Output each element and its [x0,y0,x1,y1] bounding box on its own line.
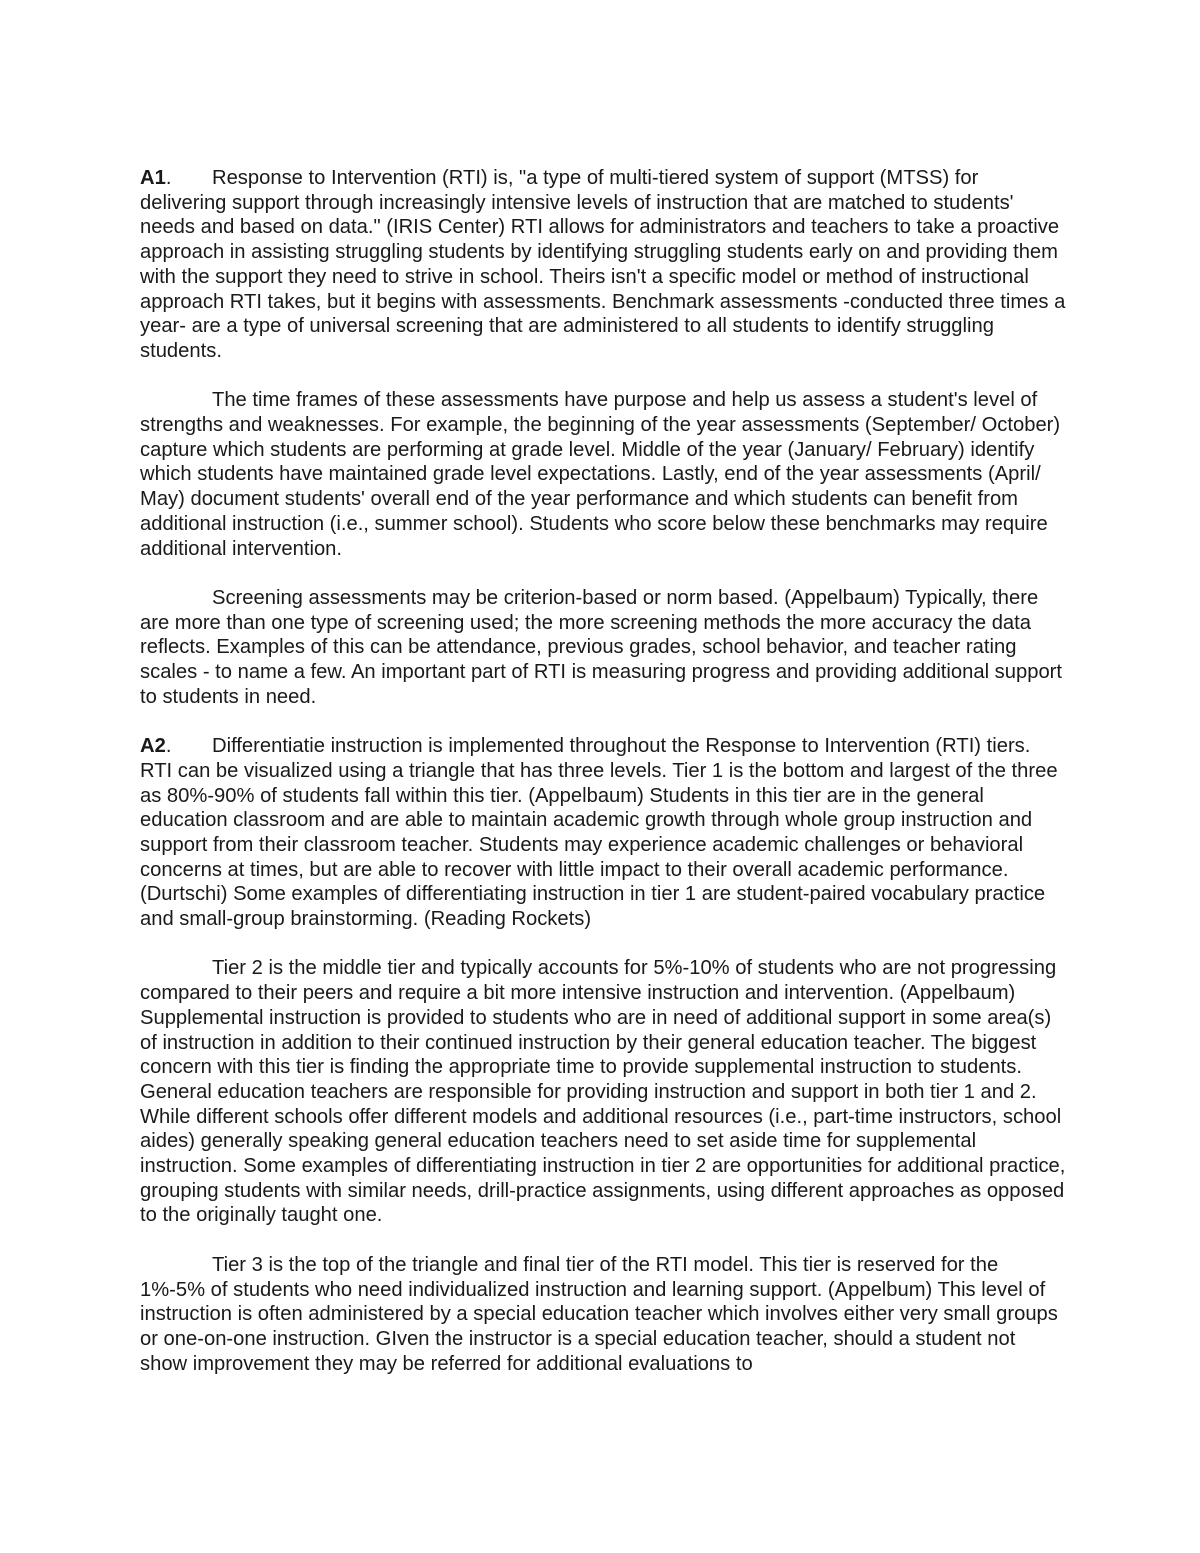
section-label-a2: A2. [140,735,172,758]
section-label-a1: A1. [140,167,172,189]
section-a2-paragraph-3: Tier 3 is the top of the triangle and final tier of the RTI model. This tier is reserved for the 1%-5% of students who need individualized instruction and learning support. (Appelbum) This level of instruction is often administered by a special education teacher which involves either very small groups or one-on-one instruction. GIven the instructor is a special education teacher, should a student not show improvement they may be referred for additional evaluations to [140,1253,1058,1375]
section-a1-paragraph-2: The time frames of these assessments have purpose and help us assess a student's level of strengths and weaknesses. For example, the beginning of the year assessments (September/ October) capture which students are performing at grade level. Middle of the year (January/ February) identify which students have maintained grade level expectations. Lastly, end of the year assessments (April/ May) document students' overall end of the year performance and which students can benefit from additional instruction (i.e., summer school). Students who score below these benchmarks may require additional intervention. [140,389,1061,560]
section-a2-paragraph-2: Tier 2 is the middle tier and typically accounts for 5%-10% of students who are not progressing compared to their peers and require a bit more intensive instruction and intervention. (Appelbaum) Supplemental instruction is provided to students who are in need of additional support in some area(s) of instruction in addition to their continued instruction by their general education teacher. The biggest concern with this tier is finding the appropriate time to provide supplemental instruction to students. General education teachers are responsible for providing instruction and support in both tier 1 and 2. While different schools offer different models and additional resources (i.e., part-time instructors, school aides) generally speaking general education teachers need to set aside time for supplemental instruction. Some examples of differentiating instruction in tier 2 are opportunities for additional practice, grouping students with similar needs, drill-practice assignments, using different approaches as opposed to the originally taught one. [140,957,1066,1227]
paragraph-text: Response to Intervention (RTI) is, "a type of multi-tiered system of support (MTSS) for delivering support through increasingly intensive levels of instruction that are matched to students' needs and based on data." (IRIS Center) RTI allows for administrators and teachers to take a proactive approach in assisting struggling students by identifying struggling students early on and providing them with the support they need to strive in school. Theirs isn't a specific model or method of instructional approach RTI takes, but it begins with assessments. Benchmark assessments -conducted three times a year- are a type of universal screening that are administered to all students to identify struggling students. [140,167,1066,362]
paragraph-text: Differentiatie instruction is implemented throughout the Response to Intervention (RTI) tiers. RTI can be visualized using a triangle that has three levels. Tier 1 is the bottom and largest of the three as 80%-90% of students fall within this tier. (Appelbaum) Students in this tier are in the general education classroom and are able to maintain academic growth through whole group instruction and support from their classroom teacher. Students may experience academic challenges or behavioral concerns at times, but are able to recover with little impact to their overall academic performance. (Durtschi) Some examples of differentiating instruction in tier 1 are student-paired vocabulary practice and small-group brainstorming. (Reading Rockets) [140,735,1058,931]
section-a1-paragraph-3: Screening assessments may be criterion-based or norm based. (Appelbaum) Typically, there are more than one type of screening used; the more screening methods the more accuracy the data reflects. Examples of this can be attendance, previous grades, school behavior, and teacher rating scales - to name a few. An important part of RTI is measuring progress and providing additional support to students in need. [140,586,1063,708]
section-a2-paragraph-1 [140,734,1068,932]
document-page [140,166,1068,1401]
section-a1-paragraph-1 [140,166,1068,364]
